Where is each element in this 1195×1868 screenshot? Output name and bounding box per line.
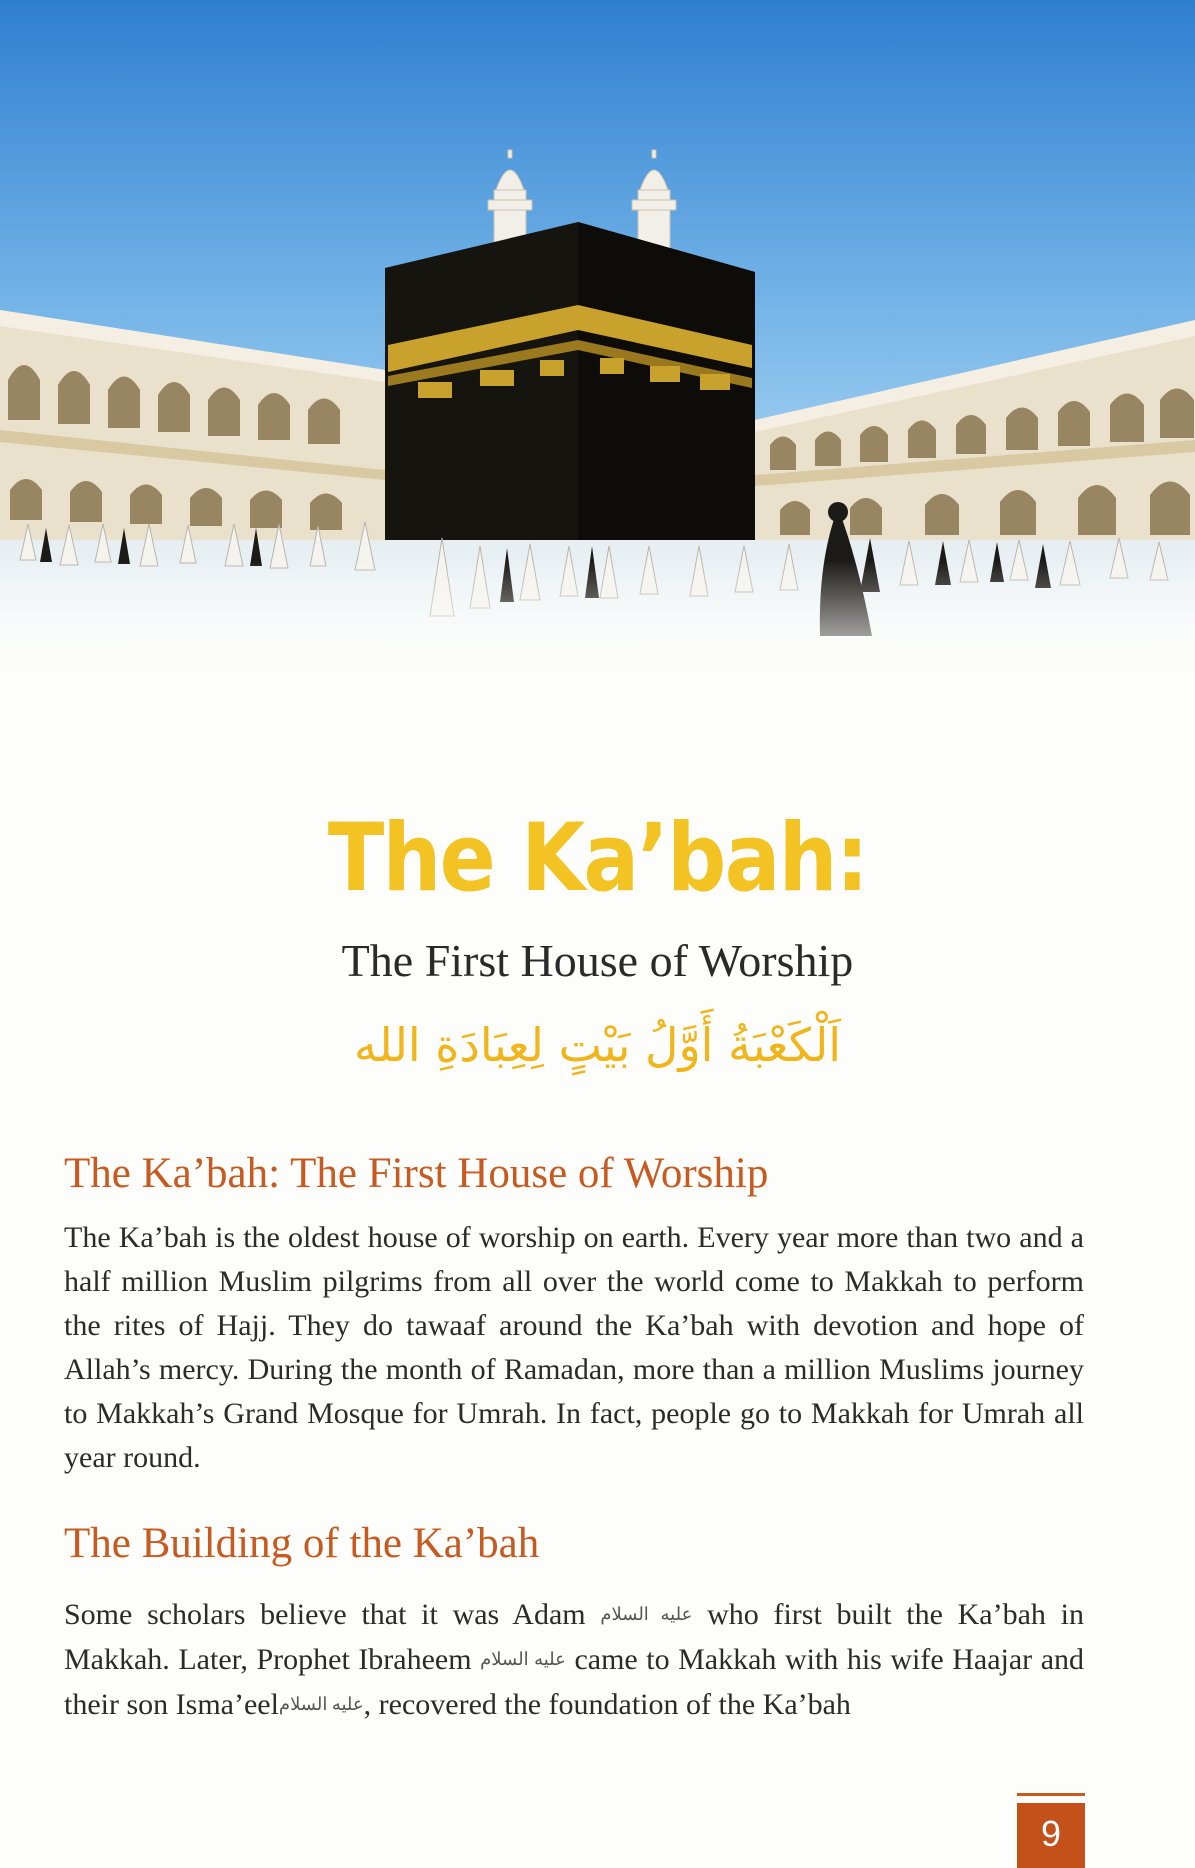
section-paragraph-first-house bbox=[64, 1216, 1084, 1480]
page-title: The Ka’bah: bbox=[327, 804, 868, 913]
paragraph-text: The Ka’bah is the oldest house of worship on earth. Every year more than two and a half million Muslim pilgrims from all over the world come to Makkah to perform the rites of Hajj. They do tawaaf around the Ka’bah with devotion and hope of Allah’s mercy. During the month of Ramadan, more than a million Muslims journey to Makkah’s Grand Mosque for Umrah. In fact, people go to Makkah for Umrah all year round. bbox=[64, 1221, 1084, 1474]
section-heading-first-house: The Ka’bah: The First House of Worship bbox=[64, 1150, 769, 1197]
section-paragraph-building bbox=[64, 1592, 1084, 1727]
honorific-glyph: عليه السلام bbox=[480, 1649, 566, 1669]
arabic-title: اَلْكَعْبَةُ أَوَّلُ بَيْتٍ لِعِبَادَةِ الله bbox=[353, 1018, 842, 1072]
page-number: 9 bbox=[1017, 1803, 1085, 1868]
kabah-photo bbox=[0, 0, 1195, 690]
page-subtitle: The First House of Worship bbox=[341, 935, 854, 986]
paragraph-text: Some scholars believe that it was Adam bbox=[64, 1598, 586, 1631]
page-number-rule bbox=[1017, 1793, 1085, 1796]
paragraph-text: , recovered the foundation of the Ka’bah bbox=[363, 1688, 851, 1721]
honorific-glyph: عليه السلام bbox=[278, 1694, 364, 1714]
section-heading-building: The Building of the Ka’bah bbox=[64, 1520, 540, 1567]
paragraph-text: who first built the Ka’bah in Makkah. Later, Prophet Ibraheem bbox=[64, 1598, 1084, 1676]
paragraph-text: came to Makkah with his wife Haajar and their son Isma’eel bbox=[64, 1643, 1085, 1721]
honorific-glyph: عليه السلام bbox=[600, 1604, 693, 1624]
